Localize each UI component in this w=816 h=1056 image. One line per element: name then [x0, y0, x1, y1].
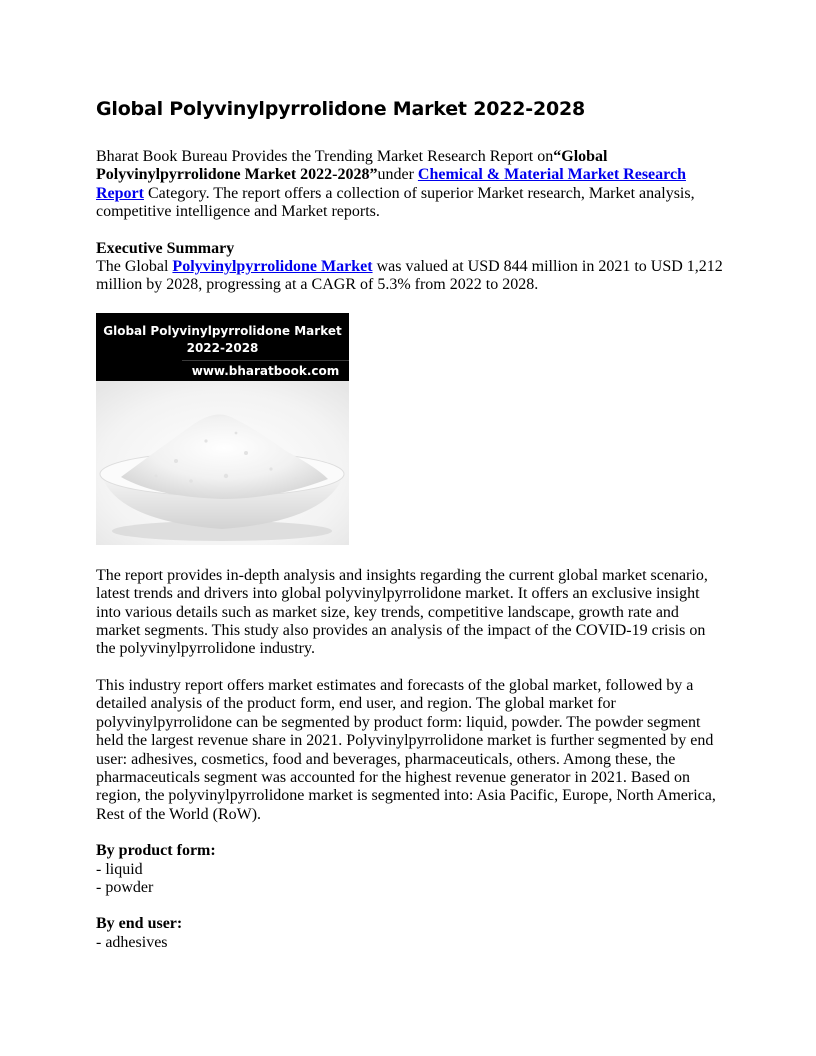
- market-link[interactable]: Polyvinylpyrrolidone Market: [172, 258, 373, 276]
- by-end-user-section: [96, 915, 726, 952]
- by-product-form-heading: By product form:: [96, 842, 216, 860]
- intro-paragraph: [96, 148, 726, 222]
- paragraph-1: The report provides in-depth analysis and insights regarding the current global market scenario, latest trends and drivers into global polyvinylpyrrolidone market. It offers an exclusive insight into various details such as market size, key trends, competitive landscape, growth rate and market segments. This study also provides an analysis of the impact of the COVID-19 crisis on the polyvinylpyrrolidone industry.: [96, 566, 708, 658]
- powder-bowl-photo: [96, 381, 349, 545]
- list-item: - liquid: [96, 860, 143, 878]
- by-product-form-section: [96, 842, 726, 897]
- intro-under: under: [377, 166, 418, 184]
- intro-text: Bharat Book Bureau Provides the Trending Market Research Report on: [96, 148, 554, 165]
- cover-title-line-1: Global Polyvinylpyrrolidone Market: [103, 323, 342, 338]
- by-end-user-heading: By end user:: [96, 915, 183, 933]
- exec-tail: was valued at USD 844 million in 2021 to USD 1,212 million by 2028, progressing at a CAGR of 5.3% from 2022 to 2028.: [96, 258, 723, 294]
- document-page: [96, 95, 726, 952]
- page-title: Global Polyvinylpyrrolidone Market 2022-2028: [96, 98, 586, 120]
- report-name: “Global Polyvinylpyrrolidone Market 2022-2028”: [96, 148, 608, 184]
- category-link[interactable]: Chemical & Material Market Research Report: [96, 166, 686, 202]
- cover-website: www.bharatbook.com: [182, 360, 349, 381]
- list-item: - adhesives: [96, 933, 168, 951]
- executive-summary-heading: Executive Summary: [96, 239, 235, 257]
- report-cover-image: [96, 313, 349, 545]
- intro-tail: Category. The report offers a collection of superior Market research, Market analysis, competitive intelligence and Market reports.: [96, 184, 695, 221]
- cover-title: [96, 323, 349, 357]
- executive-summary: [96, 240, 726, 295]
- cover-title-line-2: 2022-2028: [186, 340, 259, 355]
- exec-text: The Global: [96, 258, 173, 276]
- list-item: - powder: [96, 878, 154, 896]
- paragraph-2: This industry report offers market estimates and forecasts of the global market, followed by a detailed analysis of the product form, end user, and region. The global market for polyvinylpyrrolidone can be segmented by product form: liquid, powder. The powder segment held the largest revenue share in 2021. Polyvinylpyrrolidone market is further segmented by end user: adhesives, cosmetics, food and beverages, pharmaceuticals, others. Among these, the pharmaceuticals segment was accounted for the highest revenue generator in 2021. Based on region, the polyvinylpyrrolidone market is segmented into: Asia Pacific, Europe, North America, Rest of the World (RoW).: [96, 676, 716, 823]
